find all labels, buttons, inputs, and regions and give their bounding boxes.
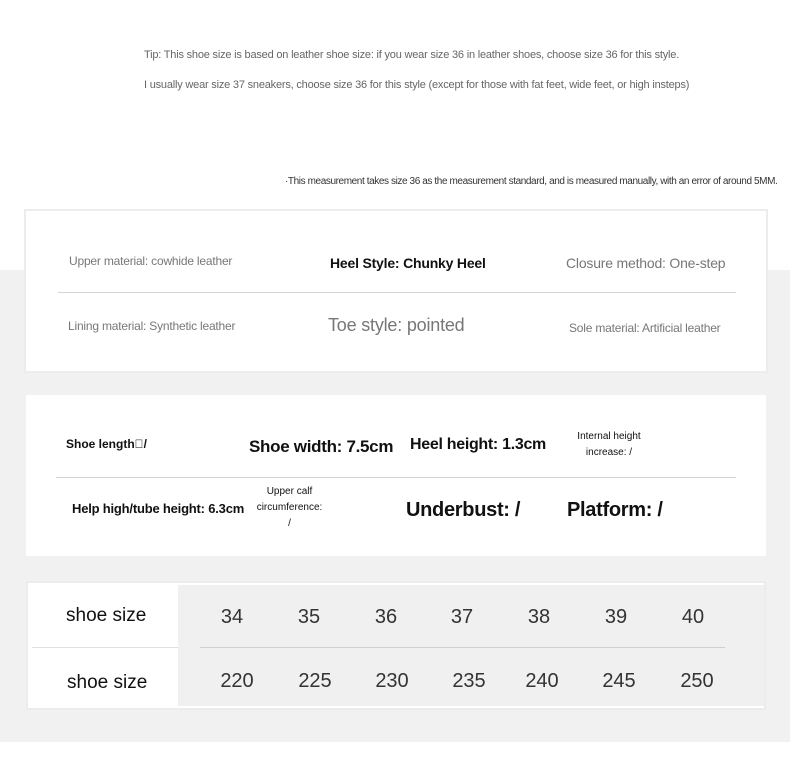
underbust: Underbust: / [406,499,521,521]
platform: Platform: / [567,499,663,521]
toe-style: Toe style: pointed [328,315,465,335]
measurement-note: ·This measurement takes size 36 as the measurement standard, and is measured manually, with an error of around 5MM. [285,176,778,187]
size-36: 36 [374,606,398,628]
calf-line-3: / [288,518,291,529]
row2-label: shoe size [67,672,148,693]
row1-label: shoe size [66,605,147,626]
internal-height-line-2: increase: / [585,447,633,458]
lining-material: Lining material: Synthetic leather [68,319,236,333]
heel-style: Heel Style: Chunky Heel [330,255,486,271]
length-240: 240 [525,670,559,692]
size-35: 35 [297,606,321,628]
upper-calf [252,484,327,532]
length-250: 250 [680,670,714,692]
internal-height-line-1: Internal height [577,431,641,442]
size-40: 40 [681,606,705,628]
heel-height: Heel height: 1.3cm [410,436,546,453]
closure-method: Closure method: One-step [566,255,726,271]
materials-card [24,209,768,373]
tip-line-2: I usually wear size 37 sneakers, choose size 36 for this style (except for those with fat feet, wide feet, or high insteps) [144,79,690,91]
size-39: 39 [604,606,628,628]
internal-height [573,429,645,461]
dimensions-card [26,395,766,556]
size-table [26,581,766,710]
sole-material: Sole material: Artificial leather [569,321,721,335]
length-235: 235 [452,670,486,692]
tip-line-1: Tip: This shoe size is based on leather shoe size: if you wear size 36 in leather shoes, choose size 36 for this style. [144,49,680,61]
materials-divider [58,292,736,293]
tube-height: Help high/tube height: 6.3cm [72,501,245,516]
upper-material: Upper material: cowhide leather [69,254,233,268]
size-38: 38 [527,606,551,628]
length-230: 230 [375,670,409,692]
values-divider [200,647,725,648]
label-divider [32,647,178,648]
size-37: 37 [450,606,474,628]
length-220: 220 [220,670,254,692]
length-245: 245 [602,670,636,692]
calf-line-1: Upper calf [266,486,313,497]
length-225: 225 [298,670,332,692]
shoe-length: Shoe length / [66,437,147,451]
shoe-width: Shoe width: 7.5cm [249,437,394,456]
dimensions-divider [56,477,736,478]
size-34: 34 [220,606,244,628]
calf-line-2: circumference: [256,502,323,513]
